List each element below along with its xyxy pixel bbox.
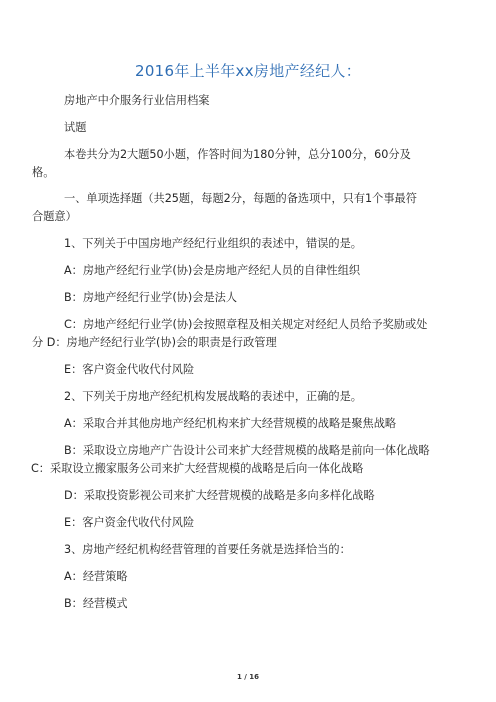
intro-paragraph	[32, 146, 466, 182]
q2-option-e: E：客户资金代收代付风险	[64, 516, 195, 529]
intro-line-2: 格。	[32, 166, 55, 179]
page-number: 1 / 16	[236, 673, 260, 681]
subtitle: 房地产中介服务行业信用档案	[64, 94, 210, 107]
q1-option-c: C：房地产经纪行业学(协)会按照章程及相关规定对经纪人员给予奖励或处	[64, 318, 428, 331]
q1-option-e: E：客户资金代收代付风险	[64, 363, 195, 376]
q2-option-a: A：采取合并其他房地产经纪机构来扩大经营规模的战略是聚焦战略	[64, 417, 397, 430]
intro-line-1: 本卷共分为2大题50小题，作答时间为180分钟，总分100分，60分及	[64, 148, 411, 161]
q1-stem: 1、下列关于中国房地产经纪行业组织的表述中，错误的是。	[64, 237, 362, 250]
section-label: 试题	[64, 121, 87, 134]
q3-stem: 3、房地产经纪机构经营管理的首要任务就是选择恰当的：	[64, 543, 351, 556]
q2-option-b-c	[32, 442, 466, 478]
q1-option-a: A：房地产经纪行业学(协)会是房地产经纪人员的自律性组织	[64, 264, 361, 277]
q2-stem: 2、下列关于房地产经纪机构发展战略的表述中，正确的是。	[64, 390, 362, 403]
part1-line-2: 合题意）	[32, 210, 77, 223]
document-title: 2016年上半年xx房地产经纪人：	[134, 62, 362, 80]
q3-option-a: A：经营策略	[64, 570, 128, 583]
part1-line-1: 一、单项选择题（共25题，每题2分，每题的备选项中，只有1个事最符	[64, 192, 417, 205]
q2-option-d: D：采取投资影视公司来扩大经营规模的战略是多向多样化战略	[64, 489, 375, 502]
q1-option-b: B：房地产经纪行业学(协)会是法人	[64, 291, 238, 304]
q2-option-b: B：采取设立房地产广告设计公司来扩大经营规模的战略是前向一体化战略	[64, 444, 430, 457]
part1-heading	[32, 190, 466, 226]
q1-option-d: 分 D：房地产经纪行业学(协)会的职责是行政管理	[32, 336, 277, 349]
q2-option-c: C：采取设立搬家服务公司来扩大经营规模的战略是后向一体化战略	[31, 462, 364, 475]
q1-option-c-d	[32, 316, 466, 352]
q3-option-b: B：经营模式	[64, 597, 128, 610]
